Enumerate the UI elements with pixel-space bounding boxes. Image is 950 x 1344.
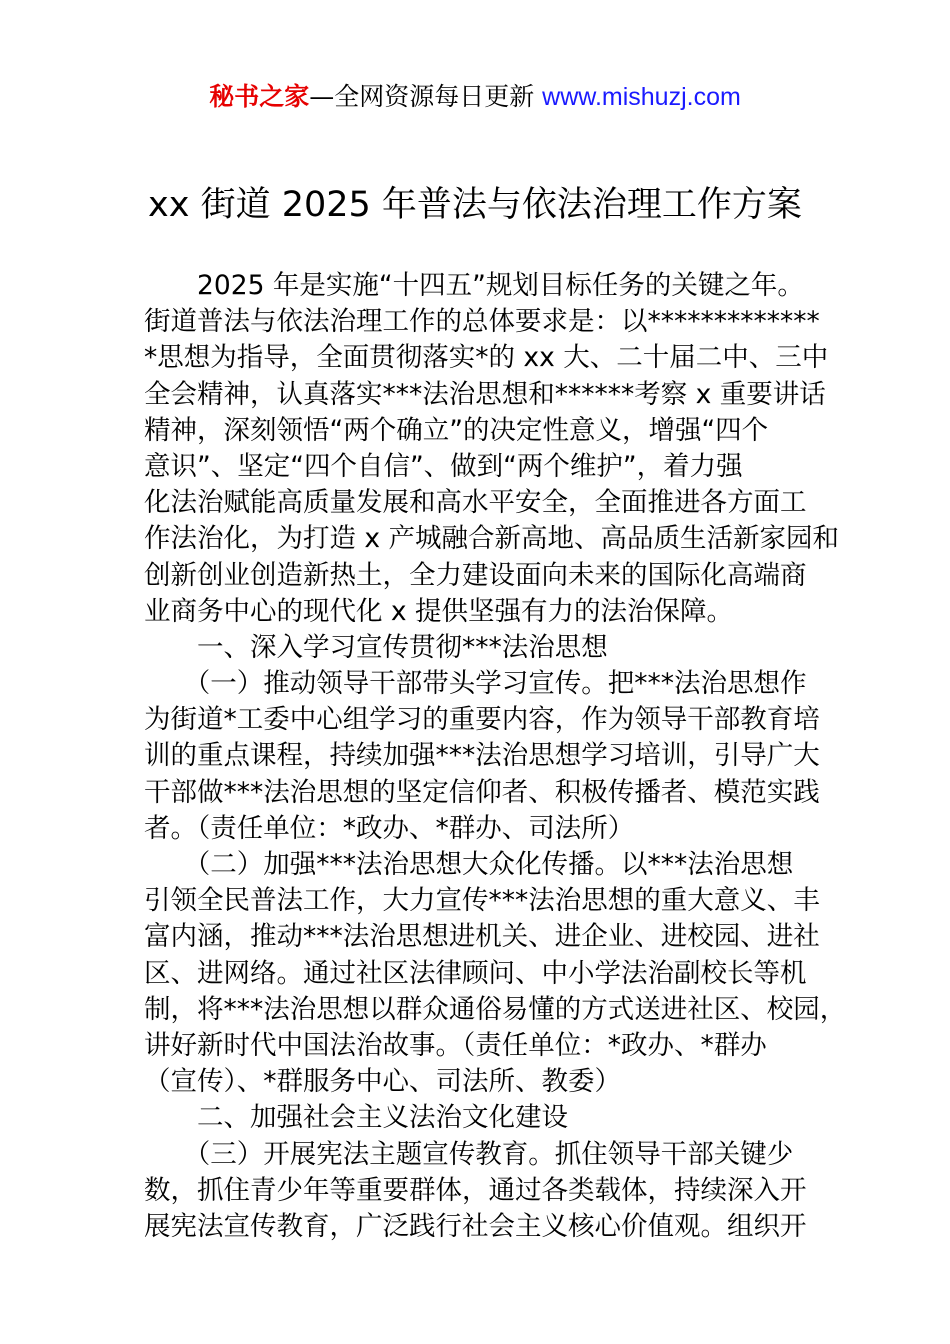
body-line: （一）推动领导干部带头学习宣传。把***法治思想作 [144, 668, 807, 700]
section-heading: 一、深入学习宣传贯彻***法治思想 [144, 631, 608, 663]
site-url-link[interactable]: www.mishuzj.com [542, 83, 741, 111]
brand-name: 秘书之家 [209, 82, 310, 111]
body-line: （二）加强***法治思想大众化传播。以***法治思想 [144, 849, 794, 880]
body-line: 讲好新时代中国法治故事。（责任单位：*政办、*群办 [144, 1029, 767, 1061]
body-line: 引领全民普法工作，大力宣传***法治思想的重大意义、丰 [144, 885, 820, 917]
document-body [144, 268, 847, 1245]
body-line: 展宪法宣传教育，广泛践行社会主义核心价值观。组织开 [144, 1210, 807, 1242]
body-line: 作法治化，为打造 x 产城融合新高地、高品质生活新家园和 [144, 523, 840, 555]
body-line: 干部做***法治思想的坚定信仰者、积极传播者、模范实践 [144, 776, 820, 808]
body-line: 创新创业创造新热土，全力建设面向未来的国际化高端商 [144, 559, 807, 591]
body-line: 全会精神，认真落实***法治思想和******考察 x 重要讲话 [144, 378, 826, 410]
body-line: （三）开展宪法主题宣传教育。抓住领导干部关键少 [144, 1138, 794, 1170]
header-slogan: —全网资源每日更新 [309, 82, 543, 111]
body-line: 精神，深刻领悟“两个确立”的决定性意义，增强“四个 [144, 414, 769, 446]
body-line: 数，抓住青少年等重要群体，通过各类载体，持续深入开 [144, 1174, 807, 1206]
body-line: 业商务中心的现代化 x 提供坚强有力的法治保障。 [144, 595, 734, 627]
body-line: 化法治赋能高质量发展和高水平安全，全面推进各方面工 [144, 487, 807, 519]
body-line: 者。（责任单位：*政办、*群办、司法所） [144, 812, 635, 844]
body-line: 2025 年是实施“十四五”规划目标任务的关键之年。 [144, 270, 804, 301]
body-line: 制，将***法治思想以群众通俗易懂的方式送进社区、校园， [144, 993, 847, 1025]
body-line: （宣传）、*群服务中心、司法所、教委） [144, 1066, 621, 1098]
body-line: 为街道*工委中心组学习的重要内容，作为领导干部教育培 [144, 704, 820, 736]
document-title: xx 街道 2025 年普法与依法治理工作方案 [148, 185, 802, 225]
section-heading: 二、加强社会主义法治文化建设 [144, 1102, 568, 1134]
site-header-banner [0, 80, 950, 114]
body-line: *思想为指导，全面贯彻落实*的 xx 大、二十届二中、三中 [144, 342, 829, 374]
body-line: 富内涵，推动***法治思想进机关、进企业、进校园、进社 [144, 921, 820, 953]
body-line: 街道普法与依法治理工作的总体要求是：以************* [144, 306, 820, 338]
body-line: 区、进网络。通过社区法律顾问、中小学法治副校长等机 [144, 957, 807, 989]
body-line: 意识”、坚定“四个自信”、做到“两个维护”，着力强 [144, 450, 743, 482]
body-line: 训的重点课程，持续加强***法治思想学习培训，引导广大 [144, 740, 820, 772]
